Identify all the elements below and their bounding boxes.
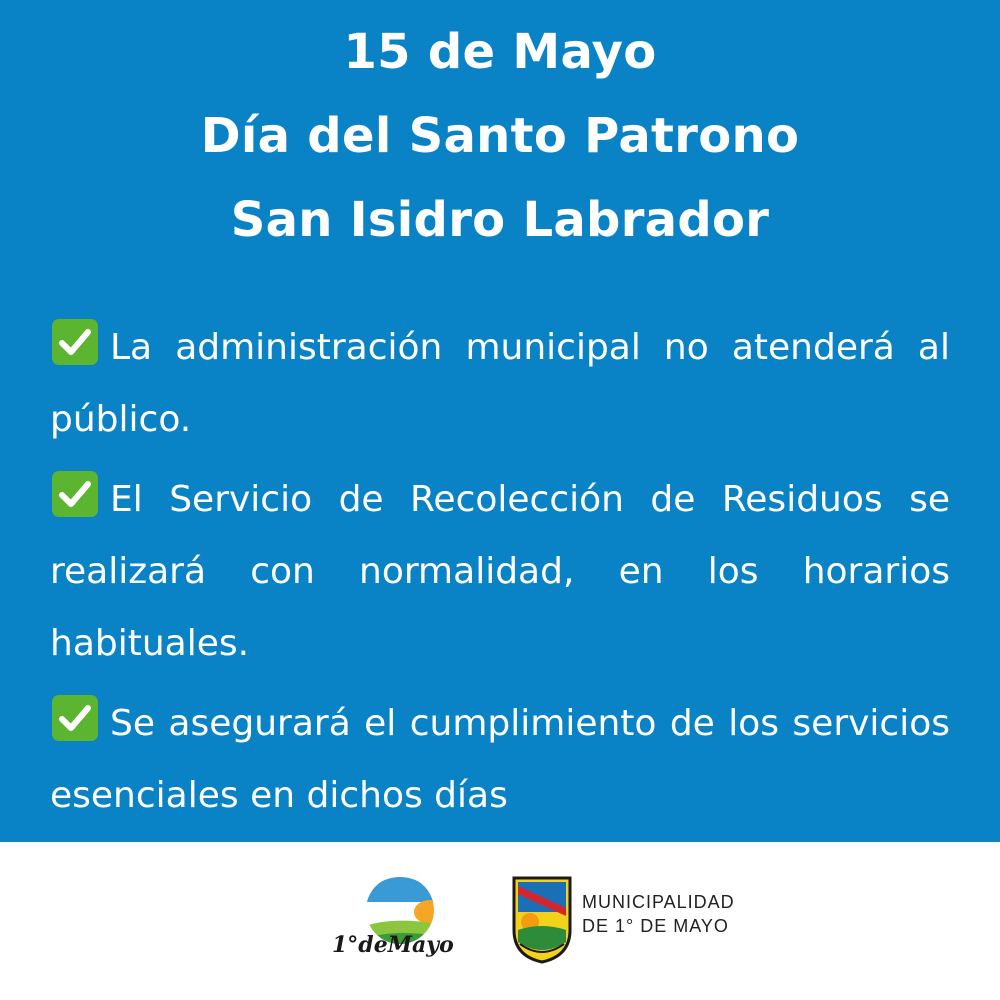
title-saint: San Isidro Labrador bbox=[230, 192, 770, 248]
bullet-text: La administración municipal no atenderá al público. bbox=[50, 327, 950, 440]
municipality-name bbox=[582, 890, 735, 938]
bullet-item bbox=[50, 312, 950, 456]
check-mark-icon bbox=[50, 469, 100, 519]
title-date: 15 de Mayo bbox=[343, 24, 657, 80]
bullet-item bbox=[50, 688, 950, 832]
check-mark-icon bbox=[50, 317, 100, 367]
footer bbox=[0, 842, 1000, 1000]
title-block bbox=[0, 10, 1000, 262]
town-logo-text: 1°deMayo bbox=[332, 932, 454, 958]
municipal-shield-icon bbox=[510, 872, 574, 964]
bullet-item bbox=[50, 464, 950, 680]
bullet-text: Se asegurará el cumplimiento de los servicios esenciales en dichos días bbox=[50, 703, 950, 816]
municipality-line-2: DE 1° DE MAYO bbox=[582, 916, 729, 936]
bullet-list bbox=[50, 312, 950, 840]
municipality-line-1: MUNICIPALIDAD bbox=[582, 892, 735, 912]
bullet-text: El Servicio de Recolección de Residuos se realizará con normalidad, en los horarios habituales. bbox=[50, 479, 950, 664]
check-mark-icon bbox=[50, 693, 100, 743]
title-occasion: Día del Santo Patrono bbox=[200, 108, 800, 164]
